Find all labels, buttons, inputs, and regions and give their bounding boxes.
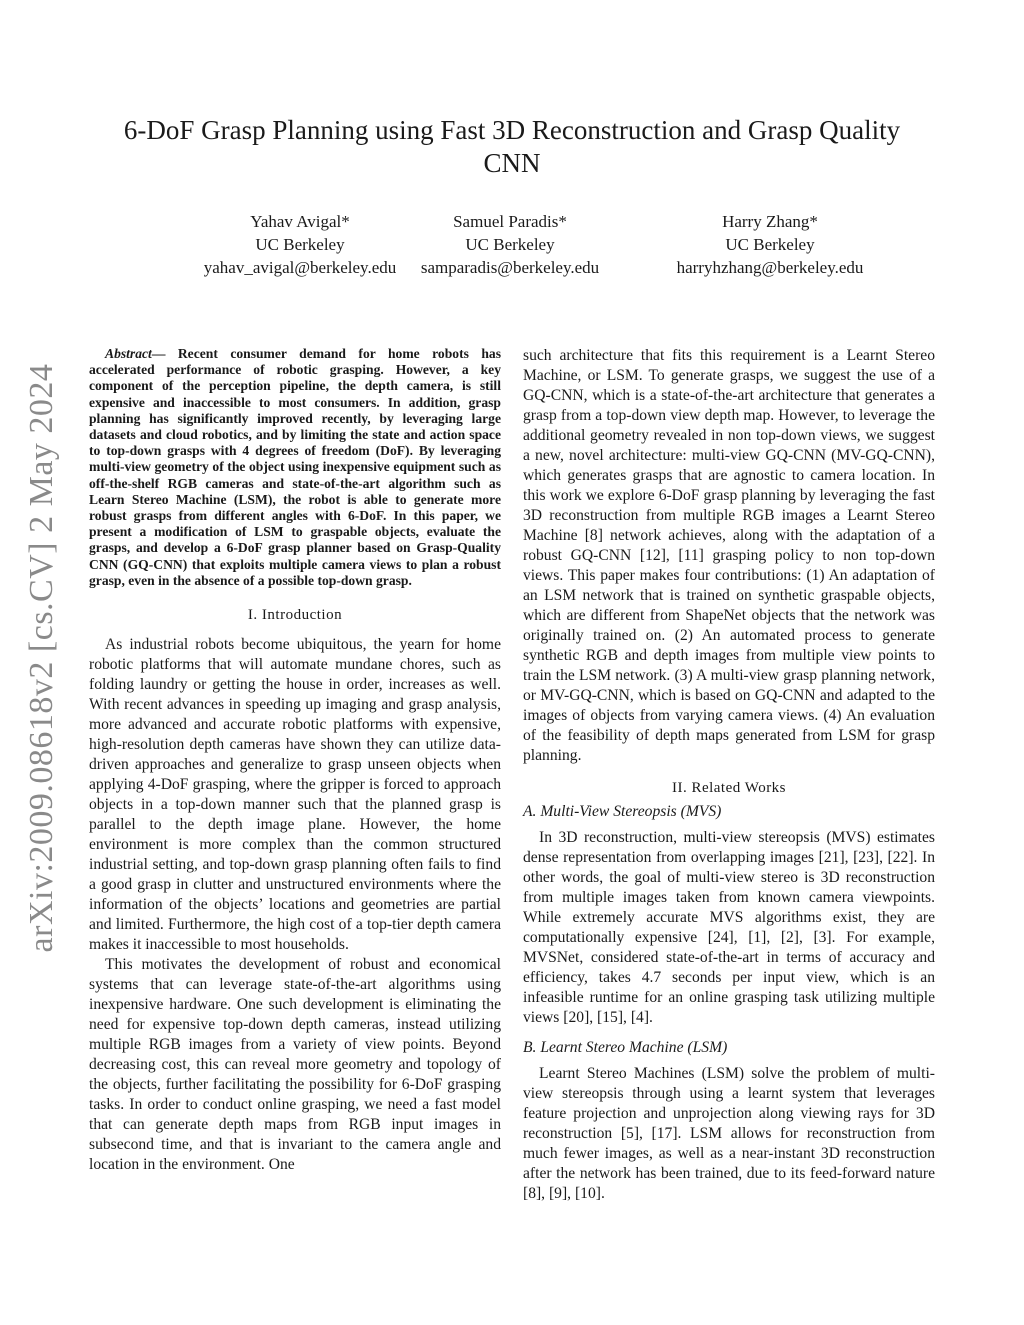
paper-title: 6-DoF Grasp Planning using Fast 3D Reconstruction and Grasp Quality CNN [123,115,901,178]
left-column [89,346,501,1175]
mvs-paragraph: In 3D reconstruction, multi-view stereopsis (MVS) estimates dense representation from overlapping images [21], [23], [22]. In other words, the goal of multi-view stereo is 3D reconstruction from multiple images taken from known camera viewpoints. While extremely accurate MVS algorithms exist, they are computationally expensive [24], [1], [2], [3]. For example, MVSNet, considered state-of-the-art in terms of accuracy and efficiency, takes 4.7 seconds per input view, which is an infeasible runtime for an online grasping task utilizing multiple views [20], [15], [4]. [523,829,935,1026]
author-affiliation: UC Berkeley [255,235,345,254]
author-email: harryhzhang@berkeley.edu [676,258,864,277]
author-affiliation: UC Berkeley [725,235,815,254]
section-heading-related-works: II. Related Works [671,780,787,796]
abstract-label: Abstract [105,346,152,361]
subsection-heading-mvs: A. Multi-View Stereopsis (MVS) [523,803,722,820]
subsection-heading-lsm: B. Learnt Stereo Machine (LSM) [523,1039,728,1056]
right-column [523,346,935,1204]
author-name: Yahav Avigal* [250,212,350,231]
arxiv-stamp [0,0,60,1325]
intro-paragraph-2: This motivates the development of robust and economical systems that can leverage state-of-the-art algorithms using inexpensive hardware. One such development is eliminating the need for expensive top-down depth cameras, instead utilizing multiple RGB images from a variety of view points. Beyond decreasing cost, this can reveal more geometry and topology of the objects, further facilitating the possibility for 6-DoF grasping tasks. In order to conduct online grasping, we need a fast model that can generate depth maps from RGB input images in subsecond time, and that is invariant to the camera angle and location in the environment. One [89,956,501,1174]
author-email: yahav_avigal@berkeley.edu [203,258,397,277]
author-name: Harry Zhang* [722,212,818,231]
lsm-paragraph: Learnt Stereo Machines (LSM) solve the problem of multi-view stereopsis through using a learnt system that leverages feature projection and unprojection along viewing rays for 3D reconstruction [5], [17]. LSM allows for reconstruction from much fewer images, as well as a near-instant 3D reconstruction after the network has been trained, due to its feed-forward nature [8], [9], [10]. [523,1065,935,1202]
author-affiliation: UC Berkeley [465,235,555,254]
author-block-1 [190,210,410,279]
section-heading-introduction: I. Introduction [247,607,343,624]
abstract [89,346,501,589]
author-name: Samuel Paradis* [453,212,567,231]
abstract-text: — Recent consumer demand for home robots has accelerated performance of robotic grasping. However, a key component of the perception pipeline, the depth camera, is still expensive and inaccessible to most consumers. In addition, grasp planning has significantly improved recently, by leveraging large datasets and cloud robotics, and by limiting the state and action space to top-down grasps with 4 degrees of freedom (DoF). By leveraging multi-view geometry of the object using inexpensive equipment such as off-the-shelf RGB cameras and state-of-the-art algorithm such as Learn Stereo Machine (LSM), the robot is able to generate more robust grasps from different angles with 6-DoF. In this paper, we present a modification of LSM to graspable objects, evaluate the grasps, and develop a 6-DoF grasp planner based on Grasp-Quality CNN (GQ-CNN) that exploits multiple camera views to plan a robust grasp, even in the absence of a possible top-down grasp. [89,346,501,588]
arxiv-identifier: arXiv:2009.08618v2 [cs.CV] 2 May 2024 [23,363,60,953]
intro-paragraph-3: such architecture that fits this requirement is a Learnt Stereo Machine, or LSM. To generate grasps, we suggest the use of a GQ-CNN, which is a state-of-the-art architecture that generates a grasp from a top-down view depth map. However, to leverage the additional geometry revealed in non top-down views, we suggest a new, novel architecture: multi-view GQ-CNN (MV-GQ-CNN), which generates grasps that are agnostic to camera location. In this work we explore 6-DoF grasp planning by leveraging the fast 3D reconstruction from multiple RGB images a Learnt Stereo Machine [8] network achieves, along with the adaptation of a robust GQ-CNN [12], [11] grasping policy to non top-down views. This paper makes four contributions: (1) An adaptation of an LSM network that is trained on synthetic graspable objects, which are different from ShapeNet objects that the network was originally trained on. (2) An automated process to generate synthetic RGB and depth images from multiple view points to train the LSM network. (3) A multi-view grasp planning network, or MV-GQ-CNN, which is based on GQ-CNN and adapted to the images of objects from varying camera views. (4) An evaluation of the feasibility of depth maps generated from LSM for grasp planning. [523,347,935,764]
author-block-3 [662,210,878,279]
author-block-2 [400,210,620,279]
author-email: samparadis@berkeley.edu [420,258,600,277]
intro-paragraph-1: As industrial robots become ubiquitous, the yearn for home robotic platforms that will automate mundane chores, such as folding laundry or getting the house in order, increases as well. With recent advances in speeding up imaging and grasp analysis, more advanced and accurate robotic platforms with expensive, high-resolution depth cameras have shown they can utilize data-driven approaches and generalize to grasp unseen objects when applying 4-DoF grasping, where the gripper is forced to approach objects in a top-down manner such that the planned grasp is parallel to the depth image plane. However, the home environment is more complex than the common structured industrial setting, and top-down grasp planning often fails to find a good grasp in clutter and unstructured environments where the information of the objects’ locations and geometries are partial and limited. Furthermore, the high cost of a top-tier depth camera makes it inaccessible to most households. [89,636,501,954]
